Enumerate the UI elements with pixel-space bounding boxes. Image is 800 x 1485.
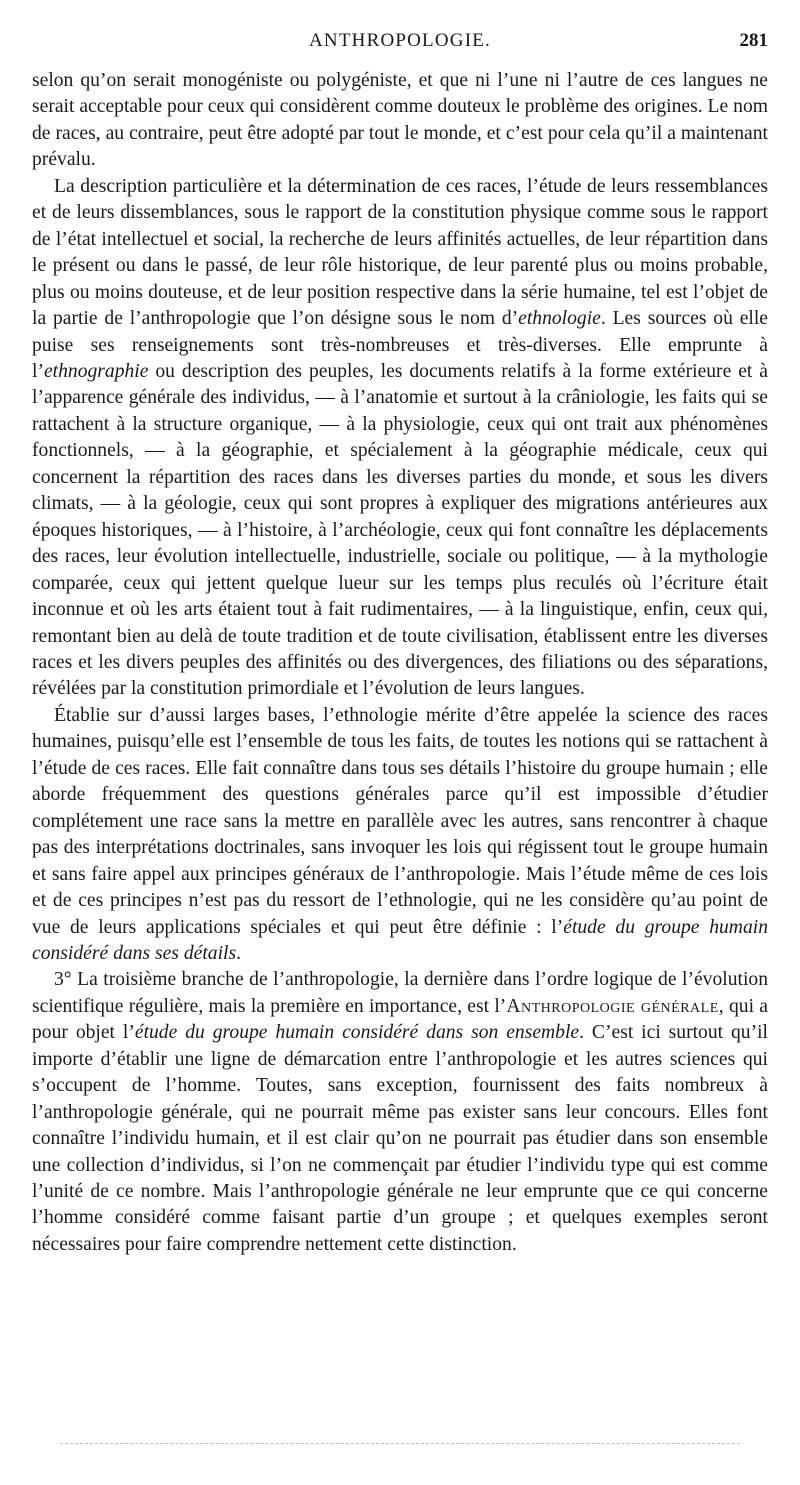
definition-anthropologie-generale: étude du groupe humain considéré dans son ensemble	[134, 1022, 580, 1044]
paragraph-3-text-b: .	[236, 942, 241, 964]
paragraph-1	[32, 68, 768, 174]
term-ethnologie: ethnologie	[518, 308, 601, 330]
paragraph-2-text-c: ou description des peuples, les documents relatifs à la forme extérieure et à l’apparence générale des individus, — à l’anatomie et surtout à la crâniologie, les faits qui se rattachent à la structure organique, — à la physiologie, ceux qui ont trait aux phénomènes fonctionnels, — à la géographie, et spécialement à la géographie médicale, ceux qui concernent la répartition des races dans les diverses parties du monde, et sous les divers climats, — à la géologie, ceux qui sont propres à expliquer des migrations antérieures aux époques historiques, — à l’histoire, à l’archéologie, ceux qui font connaître les déplacements des races, leur évolution intellectuelle, industrielle, sociale ou politique, — à la mythologie comparée, ceux qui jettent quelque lueur sur les temps plus reculés où l’écriture était inconnue et où les arts étaient tout à fait rudimentaires, — à la linguistique, enfin, ceux qui, remontant bien au delà de toute tradition et de toute civilisation, établissent entre les diverses races et les divers peuples des affinités ou des divergences, des filiations ou des séparations, révélées par la constitution primordiale et l’évolution de leurs langues.	[32, 360, 768, 700]
paragraph-3-text-a: Établie sur d’aussi larges bases, l’ethnologie mérite d’être appelée la science des races humaines, puisqu’elle est l’ensemble de tous les faits, de toutes les notions qui se rattachent à l’étude de ces races. Elle fait connaître dans tous ses détails l’histoire du groupe humain ; elle aborde fréquemment des questions générales parce qu’il est impossible d’étudier complétement une race sans la mettre en parallèle avec les autres, sans rencontrer à chaque pas des interprétations doctrinales, sans invoquer les lois qui régissent tout le groupe humain et sans faire appel aux principes généraux de l’anthropologie. Mais l’étude même de ces lois et de ces principes n’est pas du ressort de l’ethnologie, qui ne les considère qu’au point de vue de leurs applications spéciales et qui peut être définie : l’	[32, 704, 768, 938]
paragraph-3	[32, 703, 768, 968]
term-ethnographie: ethnographie	[43, 360, 149, 382]
paragraph-4-text-c: . C’est ici surtout qu’il importe d’établir une ligne de démarcation entre l’anthropologie et les autres sciences qui s’occupent de l’homme. Toutes, sans exception, fournissent des faits nombreux à l’anthropologie générale, qui ne pourrait même pas exister sans leur concours. Elles font connaître l’individu humain, et il est clair qu’on ne pourrait pas étudier dans son ensemble une collection d’individus, si l’on ne commençait par étudier l’individu type qui est comme l’unité de ce nombre. Mais l’anthropologie générale ne leur emprunte que ce qui concerne l’homme considéré comme faisant partie d’un groupe ; et quelques exemples seront nécessaires pour faire comprendre nettement cette distinction.	[32, 1022, 768, 1255]
term-anthropologie-generale: Anthropologie générale	[506, 995, 719, 1017]
paragraph-4	[32, 967, 768, 1258]
bleed-through-line	[60, 1443, 740, 1444]
page-number: 281	[739, 30, 768, 51]
paragraph-2-text-a: La description particulière et la détermination de ces races, l’étude de leurs ressemblances et de leurs dissemblances, sous le rapport de la constitution physique comme sous le rapport de l’état intellectuel et social, la recherche de leurs affinités actuelles, de leur répartition dans le présent ou dans le passé, de leur rôle historique, de leur parenté plus ou moins probable, plus ou moins douteuse, et de leur position respective dans la série humaine, tel est l’objet de la partie de l’anthropologie que l’on désigne sous le nom d’	[32, 175, 768, 330]
page	[32, 28, 768, 1258]
running-title: ANTHROPOLOGIE.	[309, 30, 491, 51]
body-text	[32, 68, 768, 1258]
paragraph-4-text-b: , qui a pour objet l’	[32, 995, 769, 1044]
paragraph-4-text-a: 3° La troisième branche de l’anthropologie, la dernière dans l’ordre logique de l’évolution scientifique régulière, mais la première en importance, est l’	[32, 969, 768, 1017]
paragraph-1-text: selon qu’on serait monogéniste ou polygéniste, et que ni l’une ni l’autre de ces langues ne serait acceptable pour ceux qui considèrent comme douteux le problème des origines. Le nom de races, au contraire, peut être adopté par tout le monde, et c’est pour cela qu’il a maintenant prévalu.	[32, 70, 768, 171]
definition-ethnologie: étude du groupe humain considéré dans ses détails	[32, 916, 768, 964]
paragraph-2	[32, 174, 768, 703]
running-head	[32, 28, 768, 56]
paragraph-2-text-b: . Les sources où elle puise ses renseignements sont très-nombreuses et très-diverses. Elle emprunte à l’	[32, 308, 768, 382]
